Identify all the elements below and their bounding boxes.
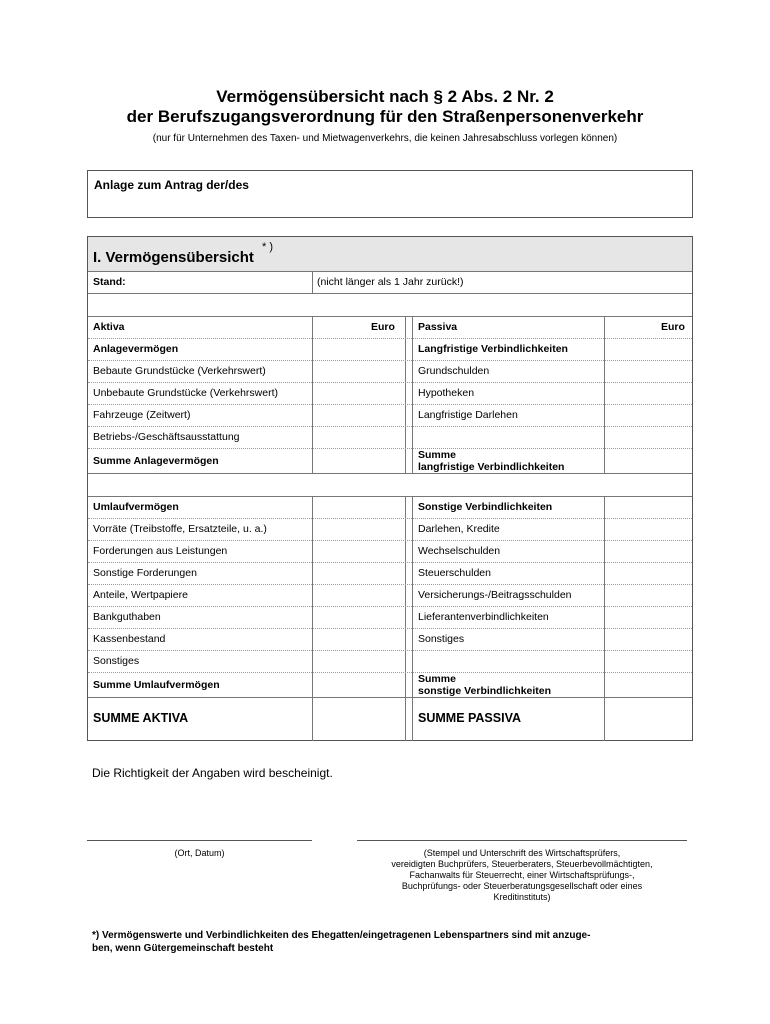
- table-row[interactable]: [88, 338, 692, 361]
- row-label: Steuerschulden: [418, 567, 491, 579]
- table-row[interactable]: [88, 672, 692, 698]
- row-label: Grundschulden: [418, 365, 490, 377]
- row-label: sonstige Verbindlichkeiten: [418, 685, 552, 697]
- row-label: Versicherungs-/Beitragsschulden: [418, 589, 572, 601]
- euro-header-1: Euro: [371, 321, 395, 333]
- passiva-header: Passiva: [418, 321, 458, 333]
- row-label: Sonstige Forderungen: [93, 567, 197, 579]
- row-label: Lieferantenverbindlichkeiten: [418, 611, 549, 623]
- row-label: Summe: [418, 673, 456, 685]
- row-label: Summe Anlagevermögen: [93, 455, 219, 467]
- title-line-1: Vermögensübersicht nach § 2 Abs. 2 Nr. 2: [216, 87, 554, 106]
- anlage-box[interactable]: [87, 170, 693, 218]
- row-label: Fahrzeuge (Zeitwert): [93, 409, 191, 421]
- table-row[interactable]: [88, 650, 692, 673]
- table-row[interactable]: [88, 496, 692, 519]
- section-title: I. Vermögensübersicht: [93, 249, 254, 266]
- row-label: Unbebaute Grundstücke (Verkehrswert): [93, 387, 279, 399]
- row-label: Sonstiges: [418, 633, 465, 645]
- footnote-line-2: ben, wenn Gütergemeinschaft besteht: [92, 943, 274, 954]
- row-label: Darlehen, Kredite: [418, 523, 500, 535]
- table-row[interactable]: [88, 448, 692, 474]
- row-label: Bankguthaben: [93, 611, 161, 623]
- table-row[interactable]: [88, 426, 692, 449]
- table-row[interactable]: [88, 584, 692, 607]
- summe-aktiva: SUMME AKTIVA: [93, 711, 189, 725]
- table-row[interactable]: [88, 606, 692, 629]
- stempel-line-5: Kreditinstituts): [493, 892, 551, 902]
- row-label: langfristige Verbindlichkeiten: [418, 461, 565, 473]
- stand-label: Stand:: [93, 276, 126, 288]
- row-label: Wechselschulden: [418, 545, 501, 557]
- row-label: Summe Umlaufvermögen: [93, 679, 220, 691]
- row-label: Kassenbestand: [93, 633, 166, 645]
- stempel-label: [352, 848, 692, 903]
- signature-line[interactable]: [357, 840, 687, 841]
- summe-passiva: SUMME PASSIVA: [418, 711, 522, 725]
- table-row[interactable]: [88, 404, 692, 427]
- table-row[interactable]: [88, 628, 692, 651]
- stand-note[interactable]: (nicht länger als 1 Jahr zurück!): [317, 276, 464, 288]
- row-label: Hypotheken: [418, 387, 475, 399]
- section-header: [88, 237, 692, 272]
- euro-header-2: Euro: [661, 321, 685, 333]
- total-row[interactable]: [88, 698, 692, 741]
- stempel-line-4: Buchprüfungs- oder Steuerberatungsgesellschaft oder eines: [401, 881, 643, 891]
- row-label: Summe: [418, 449, 456, 461]
- table-row[interactable]: [88, 518, 692, 541]
- vermoegensuebersicht-table: [87, 236, 693, 741]
- spacer-row: [88, 474, 692, 497]
- row-label: Betriebs-/Geschäftsausstattung: [93, 431, 240, 443]
- row-label: Langfristige Verbindlichkeiten: [418, 343, 568, 355]
- row-label: Sonstige Verbindlichkeiten: [418, 501, 553, 513]
- footnote: [92, 929, 692, 955]
- footnote-line-1: *) Vermögenswerte und Verbindlichkeiten des Ehegatten/eingetragenen Lebenspartners sind mit anzuge-: [92, 930, 591, 941]
- ort-datum-label: (Ort, Datum): [174, 848, 225, 858]
- row-label: Forderungen aus Leistungen: [93, 545, 228, 557]
- row-label: Sonstiges: [93, 655, 140, 667]
- stand-row: [88, 271, 692, 294]
- stempel-line-2: vereidigten Buchprüfers, Steuerberaters, Steuerbevollmächtigten,: [391, 859, 653, 869]
- section-star: * ): [262, 241, 273, 253]
- title-line-2: der Berufszugangsverordnung für den Straßenpersonenverkehr: [126, 107, 644, 126]
- spacer-row: [88, 294, 692, 317]
- row-label: Umlaufvermögen: [93, 501, 179, 513]
- stempel-line-1: (Stempel und Unterschrift des Wirtschaftsprüfers,: [423, 848, 621, 858]
- aktiva-header: Aktiva: [93, 321, 125, 333]
- ort-datum-line[interactable]: [87, 840, 312, 841]
- row-label: Vorräte (Treibstoffe, Ersatzteile, u. a.): [93, 523, 267, 535]
- table-row[interactable]: [88, 360, 692, 383]
- row-label: Bebaute Grundstücke (Verkehrswert): [93, 365, 266, 377]
- row-label: Langfristige Darlehen: [418, 409, 518, 421]
- table-row[interactable]: [88, 382, 692, 405]
- row-label: Anlagevermögen: [93, 343, 179, 355]
- anlage-label: Anlage zum Antrag der/des: [94, 178, 249, 192]
- stempel-line-3: Fachanwalts für Steuerrecht, einer Wirtschaftsprüfungs-,: [409, 870, 635, 880]
- subtitle: (nur für Unternehmen des Taxen- und Mietwagenverkehrs, die keinen Jahresabschluss vorlegen können): [152, 133, 618, 144]
- table-row[interactable]: [88, 540, 692, 563]
- table-row[interactable]: [88, 562, 692, 585]
- row-label: Anteile, Wertpapiere: [93, 589, 188, 601]
- column-header-row: [88, 316, 692, 339]
- bescheinigung-text: Die Richtigkeit der Angaben wird bescheinigt.: [92, 766, 333, 780]
